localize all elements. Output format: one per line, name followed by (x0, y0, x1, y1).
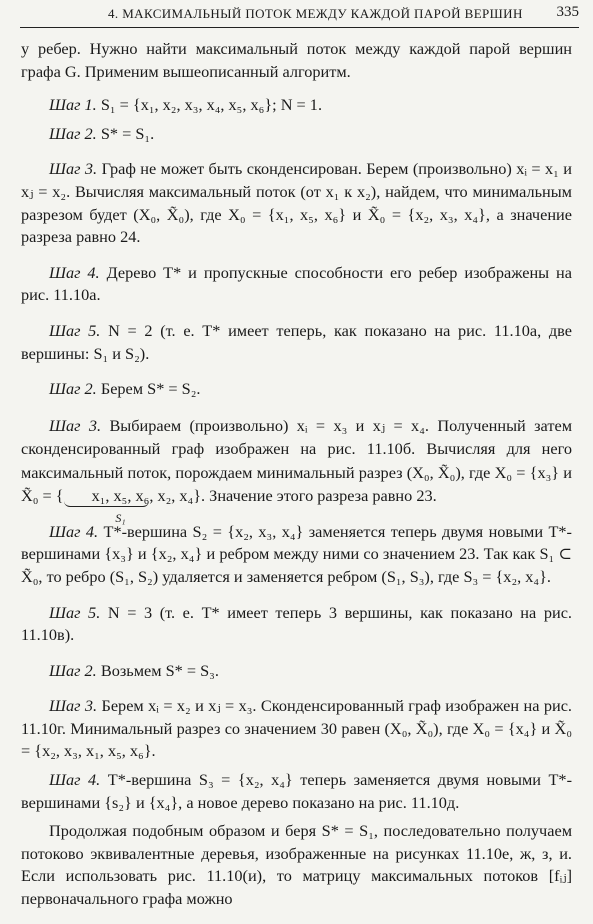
step-label: Шаг 4. (49, 770, 101, 790)
paragraph-step-2c (21, 660, 572, 683)
underbrace-label: S₁ (115, 511, 126, 526)
step-text: Берем xᵢ = x₂ и xⱼ = x₃. Сконденсированный граф изображен на рис. 11.10г. Минимальный разрез со значением 30 равен (X₀, X̃₀), где X₀ = {x₄} и X̃₀ = {x₂, x₃, x₁, x₅, x₆}. (21, 696, 572, 761)
paragraph-step-5b (21, 602, 572, 647)
paragraph-step-3 (21, 158, 572, 248)
header-rule (20, 27, 579, 28)
running-header (0, 0, 593, 30)
step-text: Берем S* = S₂. (100, 379, 201, 399)
page-body (21, 38, 572, 924)
paragraph-step-5 (21, 320, 572, 365)
step-text: T*-вершина S₂ = {x₂, x₃, x₄} заменяется теперь двумя новыми T*-вершинами {x₃} и {x₂, x₄} и ребром между ними со значением 23. Так как S₁ ⊂ X̃₀, то ребро (S₁, S₂) удаляется и заменяется ребром (S₁, S₃), где S₃ = {x₂, x₄}. (21, 521, 572, 586)
paragraph-step-2b (21, 378, 572, 401)
paragraph-step-4c (21, 769, 572, 814)
paragraph-step-1 (21, 94, 572, 117)
step-text-b: , x₂, x₄}. Значение этого разреза равно 23. (149, 486, 437, 506)
paragraph-step-4b (21, 521, 572, 589)
underbrace-group (64, 486, 150, 526)
step-label: Шаг 2. (49, 379, 97, 399)
step-text: S₁ = {x₁, x₂, x₃, x₄, x₅, x₆}; N = 1. (100, 95, 323, 115)
step-label: Шаг 1. (49, 95, 97, 115)
step-text: Граф не может быть сконденсирован. Берем (произвольно) xᵢ = x₁ и xⱼ = x₂. Вычисляя максимальный поток (от x₁ к x₂), найдем, что минимальным разрезом будет (X₀, X̃₀), где X₀ = {x₁, x₅, x₆} и X̃₀ = {x₂, x₃, x₄}, а значение разреза равно 24. (21, 159, 572, 247)
step-label: Шаг 2. (49, 660, 97, 680)
step-text: Возьмем S* = S₃. (100, 660, 219, 680)
paragraph-step-3c (21, 695, 572, 763)
step-label: Шаг 2. (49, 123, 97, 143)
paragraph-intro: у ребер. Нужно найти максимальный поток между каждой парой вершин графа G. Применим вышеописанный алгоритм. (21, 39, 572, 81)
step-label: Шаг 5. (49, 602, 101, 622)
step-label: Шаг 4. (49, 262, 100, 282)
paragraph-step-2 (21, 123, 572, 146)
step-text: N = 3 (т. е. T* имеет теперь 3 вершины, как показано на рис. 11.10в). (21, 602, 572, 645)
step-text: Дерево T* и пропускные способности его ребер изображены на рис. 11.10а. (21, 262, 572, 305)
section-title: 4. МАКСИМАЛЬНЫЙ ПОТОК МЕЖДУ КАЖДОЙ ПАРОЙ ВЕРШИН (108, 6, 523, 21)
step-label: Шаг 5. (49, 320, 101, 340)
page-number: 335 (556, 4, 579, 20)
step-text: S* = S₁. (100, 123, 155, 143)
paragraph-continuation: Продолжая подобным образом и беря S* = S₁, последовательно получаем потоково эквивалентные деревья, изображенные на рисунках 11.10е, ж, з, и. Если использовать рис. 11.10(и), то матрицу максимальных потоков [fᵢⱼ] первоначального графа можно (21, 821, 572, 909)
underbrace-content: x₁, x₅, x₆ (91, 486, 150, 506)
step-text: N = 2 (т. е. T* имеет теперь, как показано на рис. 11.10а, две вершины: S₁ и S₂). (21, 320, 572, 363)
step-label: Шаг 3. (49, 159, 98, 179)
step-label: Шаг 4. (49, 521, 99, 541)
step-label: Шаг 3. (49, 696, 98, 716)
paragraph-step-3b (21, 414, 572, 526)
step-label: Шаг 3. (49, 415, 102, 435)
paragraph-step-4 (21, 262, 572, 307)
step-text-a: Выбираем (произвольно) xᵢ = x₃ и xⱼ = x₄. Полученный затем сконденсированный граф изображен на рис. 11.10б. Вычисляя для него максимальный поток, порождаем минимальный разрез (X₀, X̃₀), где X₀ = {x₃} и X̃₀ = { (21, 415, 572, 506)
step-text: T*-вершина S₃ = {x₂, x₄} теперь заменяется двумя новыми T*-вершинами {s₂} и {x₄}, а новое дерево показано на рис. 11.10д. (21, 770, 572, 812)
